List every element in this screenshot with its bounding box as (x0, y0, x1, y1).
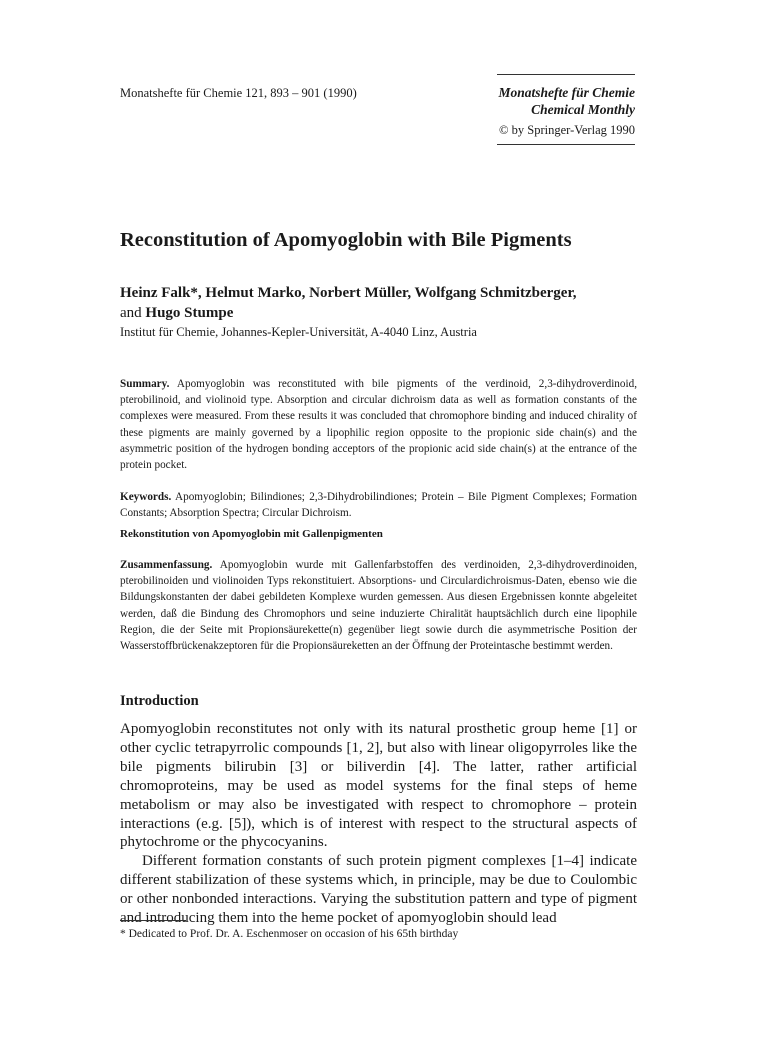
summary-text: Apomyoglobin was reconstituted with bile pigments of the verdinoid, 2,3-dihydroverdinoid, pterobilinoid, and violinoid type. Absorption and circular dichroism data as well as formation constants of the complexes were measured. From these results it was concluded that chromophore binding and induced chirality of these pigments are mainly governed by a lipophilic region opposite to the propionic side chain(s) and the asymmetric position of the hydrogen bonding acceptors of the propionic acid side chain(s) at the entrance of the protein pocket. (120, 378, 637, 472)
summary-block (120, 376, 637, 473)
introduction-paragraph-1: Apomyoglobin reconstitutes not only with its natural prosthetic group heme [1] or other cyclic tetrapyrrolic compounds [1, 2], but also with linear oligopyrroles like the bile pigments bilirubin [3] or biliverdin [4]. The latter, rather artificial chromoproteins, may be used as model systems for the final steps of heme metabolism or may also be investigated with respect to chromophore – protein interactions (e.g. [5]), which is of interest with respect to the structural aspects of phytochrome or the phycocyanins. (120, 721, 637, 851)
footnote: * Dedicated to Prof. Dr. A. Eschenmoser on occasion of his 65th birthday (120, 928, 459, 940)
keywords-label: Keywords. (120, 491, 172, 503)
zusammenfassung-label: Zusammenfassung. (120, 559, 213, 571)
zusammenfassung-block (120, 557, 637, 654)
footnote-rule (120, 920, 186, 921)
author-line-2 (120, 303, 640, 323)
introduction-body (120, 720, 637, 928)
keywords-block (120, 489, 637, 521)
copyright-notice: © by Springer-Verlag 1990 (499, 123, 635, 137)
zusammenfassung-text: Apomyoglobin wurde mit Gallenfarbstoffen des verdinoiden, 2,3-dihydroverdinoiden, pterobilinoiden und violinoiden Typs rekonstituiert. Absorptions- und Circulardichroismus-Daten, ebenso wie die Bildungskonstanten der dabei gebildeten Komplexe wurden gemessen. Aus diesen Ergebnissen konnte abgeleitet werden, daß die Bindung des Chromophors und seine induzierte Chiralität hauptsächlich durch eine lipophile Region, die der Seite mit Propionsäurekette(n) gegenüber liegt sowie durch die asymmetrische Position der Wasserstoffbrückenakzeptoren für die Propionsäureketten an der Öffnung der Proteintasche bestimmt werden. (120, 559, 637, 653)
journal-citation: Monatshefte für Chemie 121, 893 – 901 (1990) (120, 86, 357, 100)
author-last: Hugo Stumpe (145, 305, 234, 321)
german-title: Rekonstitution von Apomyoglobin mit Gallenpigmenten (120, 528, 383, 540)
journal-name-german: Monatshefte für Chemie (498, 85, 635, 100)
keywords-text: Apomyoglobin; Bilindiones; 2,3-Dihydrobilindiones; Protein – Bile Pigment Complexes; Formation Constants; Absorption Spectra; Circular Dichroism. (120, 491, 637, 520)
journal-name-english: Chemical Monthly (531, 102, 635, 117)
author-and: and (120, 305, 142, 321)
header-rule-top (497, 74, 635, 75)
author-line-1: Heinz Falk*, Helmut Marko, Norbert Müller, Wolfgang Schmitzberger, (120, 285, 577, 301)
introduction-heading: Introduction (120, 693, 199, 709)
summary-label: Summary. (120, 378, 170, 390)
affiliation: Institut für Chemie, Johannes-Kepler-Universität, A-4040 Linz, Austria (120, 325, 477, 339)
paper-title: Reconstitution of Apomyoglobin with Bile Pigments (120, 229, 572, 251)
introduction-paragraph-2: Different formation constants of such protein pigment complexes [1–4] indicate different stabilization of these systems which, in principle, may be due to Coulombic or other nonbonded interactions. Varying the substitution pattern and type of pigment and introducing them into the heme pocket of apomyoglobin should lead (120, 853, 637, 927)
author-list (120, 283, 640, 323)
header-rule-bottom (497, 144, 635, 145)
